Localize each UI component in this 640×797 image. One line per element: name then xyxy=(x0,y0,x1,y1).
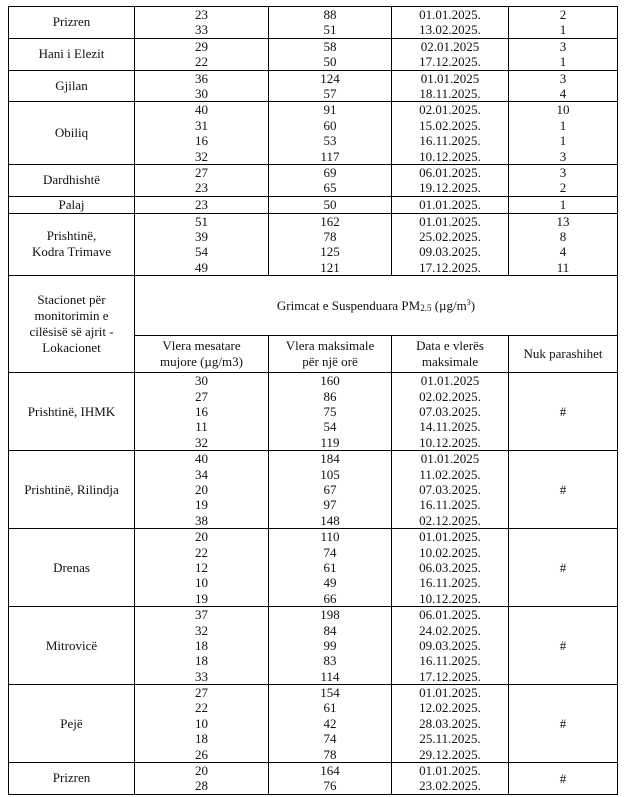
pm25-group-title: Grimcat e Suspenduara $PM_{2.5}$ $(\mu g/m^3)$ xyxy=(135,276,618,336)
avg-values: 40 34 20 19 38 xyxy=(135,451,269,529)
exceed-values: 10 1 1 3 xyxy=(509,102,618,165)
station-name: Drenas xyxy=(9,529,135,607)
station-name: Gjilan xyxy=(9,70,135,102)
exceed-value: # xyxy=(509,685,618,763)
station-row xyxy=(9,763,618,795)
avg-values: 23 xyxy=(135,196,269,213)
date-header: Data e vlerës maksimale xyxy=(392,336,509,373)
date-values: 01.01.2025. 13.02.2025. xyxy=(392,7,509,39)
avg-values: 27 22 10 18 26 xyxy=(135,685,269,763)
date-values: 06.01.2025. 24.02.2025. 09.03.2025. 16.11.2025. 17.12.2025. xyxy=(392,607,509,685)
max-values: 184 105 67 97 148 xyxy=(269,451,392,529)
air-quality-table xyxy=(8,6,618,795)
max-values: 154 61 42 74 78 xyxy=(269,685,392,763)
exceed-header: Nuk parashihet xyxy=(509,336,618,373)
station-name: Prizren xyxy=(9,763,135,795)
max-values: 110 74 61 49 66 xyxy=(269,529,392,607)
avg-values: 40 31 16 32 xyxy=(135,102,269,165)
date-values: 01.01.2025 02.02.2025. 07.03.2025. 14.11.2025. 10.12.2025. xyxy=(392,373,509,451)
max-values: 160 86 75 54 119 xyxy=(269,373,392,451)
station-row xyxy=(9,70,618,102)
max-values: 58 50 xyxy=(269,38,392,70)
date-values: 01.01.2025 18.11.2025. xyxy=(392,70,509,102)
max-values: 162 78 125 121 xyxy=(269,213,392,276)
station-row xyxy=(9,196,618,213)
exceed-value: # xyxy=(509,529,618,607)
avg-values: 29 22 xyxy=(135,38,269,70)
date-values: 01.01.2025. 12.02.2025. 28.03.2025. 25.11.2025. 29.12.2025. xyxy=(392,685,509,763)
station-row xyxy=(9,607,618,685)
station-name: Prizren xyxy=(9,7,135,39)
avg-values: 20 28 xyxy=(135,763,269,795)
max-values: 88 51 xyxy=(269,7,392,39)
exceed-values: 13 8 4 11 xyxy=(509,213,618,276)
station-row xyxy=(9,213,618,276)
date-values: 02.01.2025 17.12.2025. xyxy=(392,38,509,70)
exceed-values: 2 1 xyxy=(509,7,618,39)
max-header: Vlera maksimale për një orë xyxy=(269,336,392,373)
station-row xyxy=(9,164,618,196)
station-name: Prishtinë, Kodra Trimave xyxy=(9,213,135,276)
max-values: 164 76 xyxy=(269,763,392,795)
avg-values: 27 23 xyxy=(135,164,269,196)
exceed-values: 1 xyxy=(509,196,618,213)
exceed-value: # xyxy=(509,607,618,685)
date-values: 01.01.2025. 23.02.2025. xyxy=(392,763,509,795)
station-row xyxy=(9,529,618,607)
exceed-value: # xyxy=(509,763,618,795)
exceed-value: # xyxy=(509,451,618,529)
date-values: 01.01.2025. 10.02.2025. 06.03.2025. 16.11.2025. 10.12.2025. xyxy=(392,529,509,607)
avg-values: 51 39 54 49 xyxy=(135,213,269,276)
exceed-values: 3 2 xyxy=(509,164,618,196)
station-row xyxy=(9,685,618,763)
date-values: 01.01.2025. 25.02.2025. 09.03.2025. 17.12.2025. xyxy=(392,213,509,276)
date-values: 02.01.2025. 15.02.2025. 16.11.2025. 10.12.2025. xyxy=(392,102,509,165)
station-row xyxy=(9,451,618,529)
stations-header: Stacionet për monitorimin e cilësisë së ajrit - Lokacionet xyxy=(9,276,135,373)
date-values: 01.01.2025 11.02.2025. 07.03.2025. 16.11.2025. 02.12.2025. xyxy=(392,451,509,529)
station-row xyxy=(9,373,618,451)
exceed-value: # xyxy=(509,373,618,451)
avg-values: 30 27 16 11 32 xyxy=(135,373,269,451)
station-name: Obiliq xyxy=(9,102,135,165)
station-name: Dardhishtë xyxy=(9,164,135,196)
avg-values: 36 30 xyxy=(135,70,269,102)
station-name: Prishtinë, Rilindja xyxy=(9,451,135,529)
station-name: Prishtinë, IHMK xyxy=(9,373,135,451)
max-values: 50 xyxy=(269,196,392,213)
date-values: 06.01.2025. 19.12.2025. xyxy=(392,164,509,196)
date-values: 01.01.2025. xyxy=(392,196,509,213)
station-row xyxy=(9,102,618,165)
max-values: 198 84 99 83 114 xyxy=(269,607,392,685)
station-name: Pejë xyxy=(9,685,135,763)
station-row xyxy=(9,7,618,39)
avg-values: 37 32 18 18 33 xyxy=(135,607,269,685)
avg-values: 23 33 xyxy=(135,7,269,39)
station-name: Mitrovicë xyxy=(9,607,135,685)
exceed-values: 3 1 xyxy=(509,38,618,70)
station-name: Hani i Elezit xyxy=(9,38,135,70)
station-row xyxy=(9,38,618,70)
avg-header: Vlera mesatare mujore (µg/m3) xyxy=(135,336,269,373)
exceed-values: 3 4 xyxy=(509,70,618,102)
max-values: 91 60 53 117 xyxy=(269,102,392,165)
max-values: 69 65 xyxy=(269,164,392,196)
avg-values: 20 22 12 10 19 xyxy=(135,529,269,607)
station-name: Palaj xyxy=(9,196,135,213)
max-values: 124 57 xyxy=(269,70,392,102)
